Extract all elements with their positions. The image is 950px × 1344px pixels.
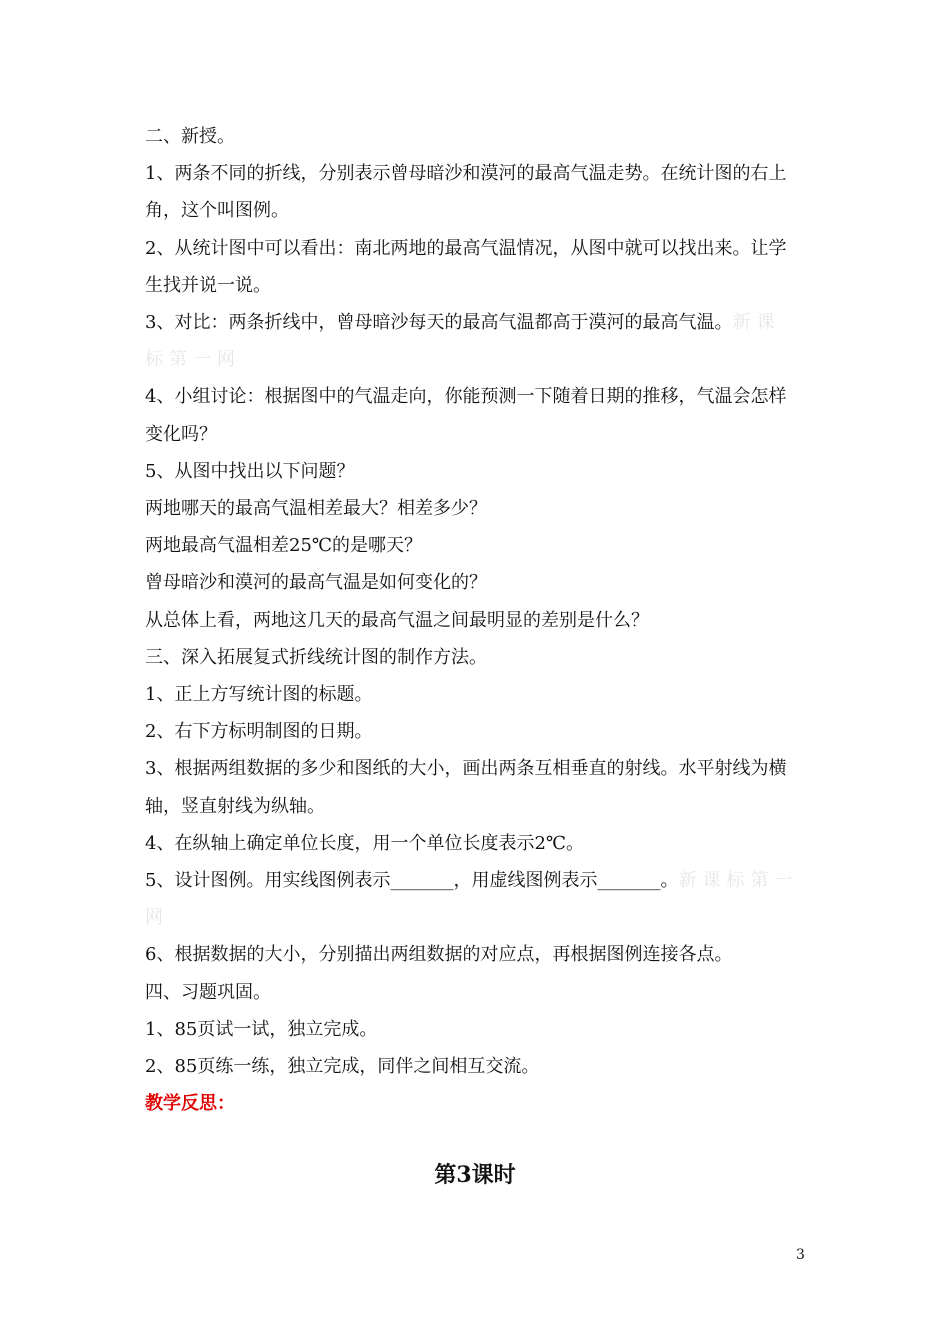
paragraph-text: 5、设计图例。用实线图例表示_______，用虚线图例表示_______。 <box>145 870 679 892</box>
paragraph-line: 生找并说一说。 <box>145 274 271 296</box>
paragraph-line: 2、右下方标明制图的日期。 <box>145 721 373 743</box>
lesson-body <box>145 118 815 1122</box>
paragraph-line: 1、两条不同的折线，分别表示曾母暗沙和漠河的最高气温走势。在统计图的右上 <box>145 163 787 185</box>
watermark-text: 新课标第一 <box>678 870 799 892</box>
paragraph-line: 轴，竖直射线为纵轴。 <box>145 795 325 817</box>
watermark-text: 新课 <box>732 312 781 334</box>
paragraph-line: 2、85页练一练，独立完成，同伴之间相互交流。 <box>145 1056 540 1078</box>
section-heading-new-lesson: 二、新授。 <box>145 126 235 147</box>
paragraph-line <box>145 304 815 341</box>
watermark-text: 网 <box>145 907 169 929</box>
section-heading-extension: 三、深入拓展复式折线统计图的制作方法。 <box>145 646 487 668</box>
paragraph-line <box>145 862 815 899</box>
lesson-heading: 第3课时 <box>434 1162 516 1188</box>
section-heading-practice: 四、习题巩固。 <box>145 981 271 1003</box>
teaching-reflection-label: 教学反思： <box>145 1093 235 1115</box>
page-number: 3 <box>796 1247 805 1263</box>
question-line: 曾母暗沙和漠河的最高气温是如何变化的？ <box>145 572 487 594</box>
paragraph-line: 变化吗？ <box>145 423 217 445</box>
paragraph-line: 角，这个叫图例。 <box>145 200 289 222</box>
question-line: 从总体上看，两地这几天的最高气温之间最明显的差别是什么？ <box>145 609 649 631</box>
paragraph-text: 3、对比：两条折线中，曾母暗沙每天的最高气温都高于漠河的最高气温。 <box>145 312 733 334</box>
paragraph-line: 5、从图中找出以下问题？ <box>145 460 355 482</box>
paragraph-line: 1、正上方写统计图的标题。 <box>145 684 373 706</box>
paragraph-line: 2、从统计图中可以看出：南北两地的最高气温情况，从图中就可以找出来。让学 <box>145 237 787 259</box>
paragraph-line: 6、根据数据的大小，分别描出两组数据的对应点，再根据图例连接各点。 <box>145 944 733 966</box>
paragraph-line: 4、在纵轴上确定单位长度，用一个单位长度表示2℃。 <box>145 832 585 854</box>
question-line: 两地哪天的最高气温相差最大？相差多少？ <box>145 498 487 520</box>
question-line: 两地最高气温相差25℃的是哪天？ <box>145 535 423 557</box>
paragraph-line: 4、小组讨论：根据图中的气温走向，你能预测一下随着日期的推移，气温会怎样 <box>145 386 787 408</box>
paragraph-line: 3、根据两组数据的多少和图纸的大小，画出两条互相垂直的射线。水平射线为横 <box>145 758 787 780</box>
paragraph-line: 1、85页试一试，独立完成。 <box>145 1018 378 1040</box>
watermark-text: 标第一网 <box>145 349 241 371</box>
